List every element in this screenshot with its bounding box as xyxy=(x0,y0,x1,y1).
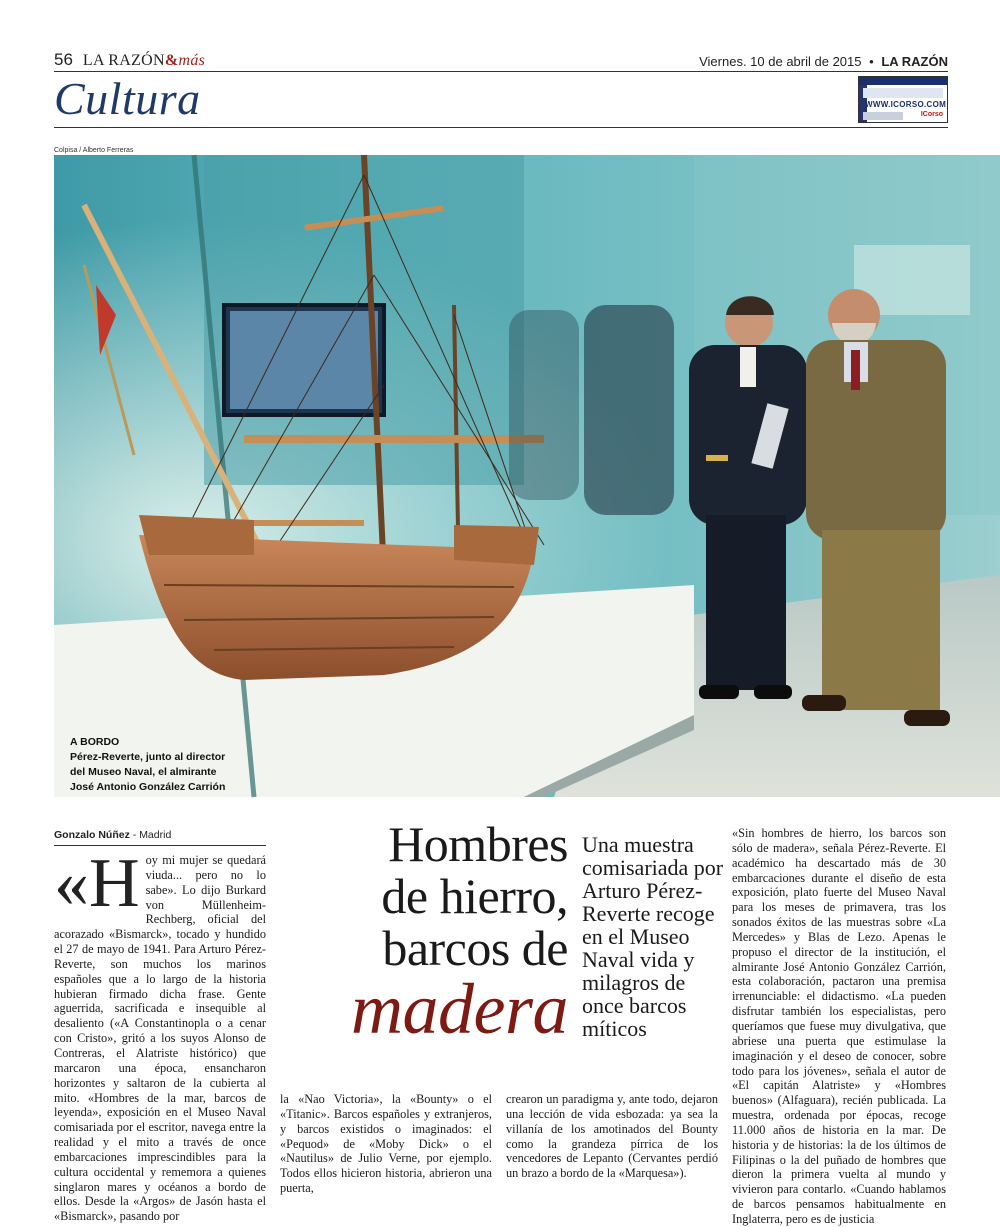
writer-shoe xyxy=(904,710,950,726)
photo-caption xyxy=(70,735,225,795)
caption-line: Pérez-Reverte, junto al director xyxy=(70,751,226,763)
paper-name-main: LA RAZÓN xyxy=(82,52,165,69)
writer-jacket xyxy=(806,340,946,540)
drop-cap: «H xyxy=(54,845,140,922)
monitor-screen xyxy=(230,311,378,409)
main-photo xyxy=(54,155,1000,797)
issue-date: Viernes. 10 de abril de 2015 xyxy=(699,54,862,69)
byline xyxy=(54,829,266,846)
byline-place: Madrid xyxy=(139,829,172,841)
article-column-2: la «Nao Victoria», la «Bounty» o el «Titanic». Barcos españoles y extranjeros, y barcos existidos o imaginados: el «Pequod» de «Moby Dick» o el «Nautilus» de Julio Verne, por ejemplo. Todos ellos hicieron historia, abrieron una puerta, xyxy=(280,1092,492,1196)
reflection-figure xyxy=(509,310,579,500)
page-number: 56 xyxy=(54,50,73,69)
admiral-shoe xyxy=(699,685,739,699)
writer-shoe xyxy=(802,695,846,711)
ad-url: WWW.ICORSO.COM xyxy=(865,100,947,109)
photo-credit: Colpisa / Alberto Ferreras xyxy=(54,147,134,154)
headline xyxy=(300,816,568,1049)
caption-line: José Antonio González Carrión xyxy=(70,781,226,793)
ad-logo: ICorso xyxy=(920,111,943,118)
byline-separator: - xyxy=(129,829,140,841)
headline-line: de hierro, xyxy=(381,868,568,924)
paper-name-amp: & xyxy=(164,52,179,69)
headline-line: Hombres xyxy=(388,816,568,872)
writer-trousers xyxy=(822,530,940,710)
ship-yard xyxy=(244,435,544,443)
ad-band xyxy=(863,88,943,98)
ship-stern xyxy=(454,525,539,565)
ship-castle xyxy=(139,515,254,555)
subheadline: Una muestra comisariada por Arturo Pérez-Reverte recoge en el Museo Naval vida y milagros de once barcos míticos xyxy=(582,832,724,1041)
section-title: Cultura xyxy=(54,73,201,124)
admiral-trousers xyxy=(706,515,786,690)
section-rule xyxy=(54,127,948,128)
page-header-right xyxy=(699,54,948,69)
headline-line: barcos de xyxy=(382,920,568,976)
caption-label: A BORDO xyxy=(70,736,120,748)
column-1-text: oy mi mujer se quedará viuda... pero no lo sabe». Lo dijo Burkard von Müllenheim-Rechberg, oficial del acorazado «Bismarck», tocado y hundido el 27 de mayo de 1941. Para Arturo Pérez-Reverte, son muchos los marinos españoles que a lo largo de la historia hubieran firmado dicha frase. Gente aguerrida, sacrificada e insequible al desaliento («A Constantinopla o a cenar con Cristo», gritó a los suyos Alonso de Contreras, el Alatriste histórico) que marcaron una época, ensancharon horizontes y saltaron de la cubierta al mito. «Hombres de la mar, barcos de leyenda», exposición en el Museo Naval comisariada por el escritor, navega entre la realidad y el mito a través de once embarcaciones imprescindibles para la cultura occidental y rememora a quienes singlaron mares y océanos a bordo de ellos. Desde la «Argos» de Jasón hasta el «Bismarck», pasando por xyxy=(54,853,266,1224)
admiral-shoe xyxy=(754,685,792,699)
ad-band xyxy=(859,77,947,85)
page-header-left xyxy=(54,50,205,70)
admiral-sleeve-stripe xyxy=(706,455,728,461)
paper-name-suffix: más xyxy=(178,52,206,69)
header-brand: LA RAZÓN xyxy=(881,54,948,69)
reflection-figure xyxy=(584,305,674,515)
advertisement[interactable] xyxy=(858,76,948,123)
paper-name xyxy=(83,52,205,70)
admiral-shirt xyxy=(740,347,756,387)
caption-line: del Museo Naval, el almirante xyxy=(70,766,217,778)
byline-author: Gonzalo Núñez xyxy=(54,829,130,841)
ad-band xyxy=(863,112,903,120)
writer-tie xyxy=(851,350,860,390)
article-column-3: crearon un paradigma y, ante todo, dejaron una lección de vida esbozada: ya sea la villanía de los amotinados del Bounty como la grandeza pírrica de los vencedores de Lepanto (Cervantes perdió un brazo a bordo de la «Marquesa»). xyxy=(506,1092,718,1181)
article-column-4: «Sin hombres de hierro, los barcos son sólo de madera», señala Pérez-Reverte. El académico ha descartado más de 30 embarcaciones durante el diseño de esta exposición, plato fuerte del Museo Naval para los meses de primavera, tras los sonados éxitos de las muestras sobre «La Mercedes» y Blas de Lezo. Apenas le propuso el director de la institución, el almirante José Antonio González Carrión, esta colaboración, pactaron una premisa irrenunciable: el didactismo. «La pueden disfrutar también los especialistas, pero queríamos que fuese muy divulgativa, que abriese una puerta que estimulase la imaginación y el deseo de conocer, sobre todo para los jóvenes», señala el autor de «El capitán Alatriste» y «Hombres buenos» (Alfaguara), recién publicada. La muestra, ordenada por épocas, recoge 11.000 años de historia en la mar. De historia y de historias: la de los últimos de Filipinas o la del puñado de hombres que dieron la primera vuelta al mundo y vivieron para contarlo. «Cuando hablamos de barcos pensamos habitualmente en Inglaterra, pero es de justicia xyxy=(732,826,946,1226)
headline-emphasis: madera xyxy=(351,969,568,1049)
article-column-1 xyxy=(54,845,266,1224)
header-separator: • xyxy=(869,54,874,69)
photo-illustration xyxy=(54,155,1000,797)
